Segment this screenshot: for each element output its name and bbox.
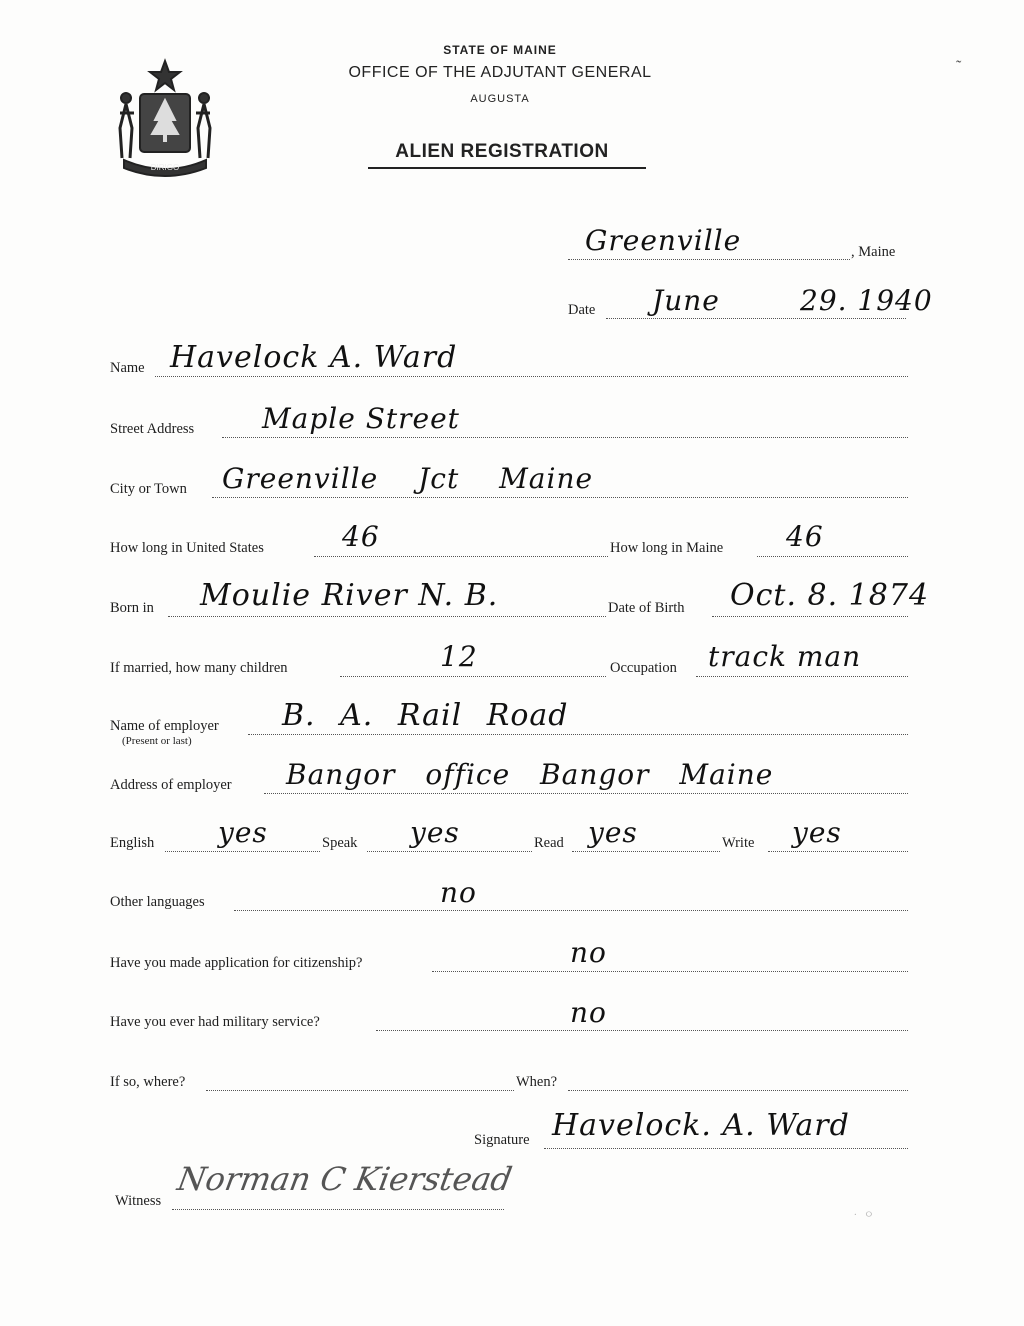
state-suffix-label: , Maine [851,244,896,260]
write-label: Write [722,835,755,851]
employer-address-line [264,793,908,794]
how-long-us-line [314,556,608,557]
witness-line [172,1209,504,1210]
town-line [568,259,850,260]
other-languages-line [234,910,908,911]
city-heading: AUGUSTA [470,93,530,105]
how-long-maine-value: 46 [786,520,824,553]
date-label: Date [568,302,596,318]
when-line [568,1090,908,1091]
signature-value: Havelock. A. Ward [552,1108,850,1143]
street-line [222,437,908,438]
when-label: When? [516,1074,558,1090]
dob-value: Oct. 8. 1874 [730,578,930,613]
english-value: yes [218,816,268,849]
employer-sublabel: (Present or last) [122,735,192,747]
svg-text:DIRIGO: DIRIGO [150,163,180,172]
name-value: Havelock A. Ward [170,340,458,375]
read-line [572,851,720,852]
where-line [206,1090,514,1091]
children-line [340,676,606,677]
city-line [212,497,908,498]
born-in-label: Born in [110,600,154,616]
children-label: If married, how many children [110,660,288,676]
how-long-us-label: How long in United States [110,540,264,556]
born-in-line [168,616,606,617]
speak-line [367,851,532,852]
where-label: If so, where? [110,1074,186,1090]
faint-stamp: ∙ ㅇ [854,1209,877,1221]
street-value: Maple Street [262,402,460,435]
state-heading: STATE OF MAINE [443,43,557,57]
speak-label: Speak [322,835,358,851]
occupation-line [696,676,908,677]
witness-value: Norman C Kierstead [174,1160,515,1198]
citizenship-label: Have you made application for citizenship? [110,955,363,971]
military-value: no [570,996,607,1029]
read-value: yes [588,816,638,849]
street-label: Street Address [110,421,195,437]
born-in-value: Moulie River N. B. [200,578,499,613]
how-long-maine-line [757,556,908,557]
citizenship-line [432,971,908,972]
employer-label: Name of employer [110,718,219,734]
english-line [165,851,320,852]
dob-label: Date of Birth [608,600,685,616]
employer-line [248,734,908,735]
occupation-value: track man [708,640,862,673]
name-label: Name [110,360,145,376]
how-long-us-value: 46 [342,520,380,553]
witness-label: Witness [115,1193,162,1209]
write-value: yes [792,816,842,849]
english-label: English [110,835,155,851]
signature-label: Signature [474,1132,530,1148]
citizenship-value: no [570,936,607,969]
read-label: Read [534,835,564,851]
title-underline [368,167,646,169]
children-value: 12 [440,640,478,673]
office-heading: OFFICE OF THE ADJUTANT GENERAL [348,64,652,81]
signature-line [544,1148,908,1149]
how-long-maine-label: How long in Maine [610,540,724,556]
corner-mark: ˜ [956,58,962,75]
name-line [155,376,908,377]
write-line [768,851,908,852]
military-label: Have you ever had military service? [110,1014,320,1030]
military-line [376,1030,908,1031]
speak-value: yes [410,816,460,849]
city-label: City or Town [110,481,187,497]
date-year-value: 29. 1940 [800,284,933,317]
dob-line [712,616,908,617]
employer-value: B. A. Rail Road [282,698,569,733]
other-languages-value: no [440,876,477,909]
employer-address-label: Address of employer [110,777,232,793]
town-value: Greenville [585,224,742,257]
date-month-value: June [652,284,720,317]
employer-address-value: Bangor office Bangor Maine [286,758,774,791]
form-title: ALIEN REGISTRATION [395,141,609,162]
other-languages-label: Other languages [110,894,205,910]
city-value: Greenville Jct Maine [222,462,594,495]
occupation-label: Occupation [610,660,677,676]
date-line [606,318,906,319]
